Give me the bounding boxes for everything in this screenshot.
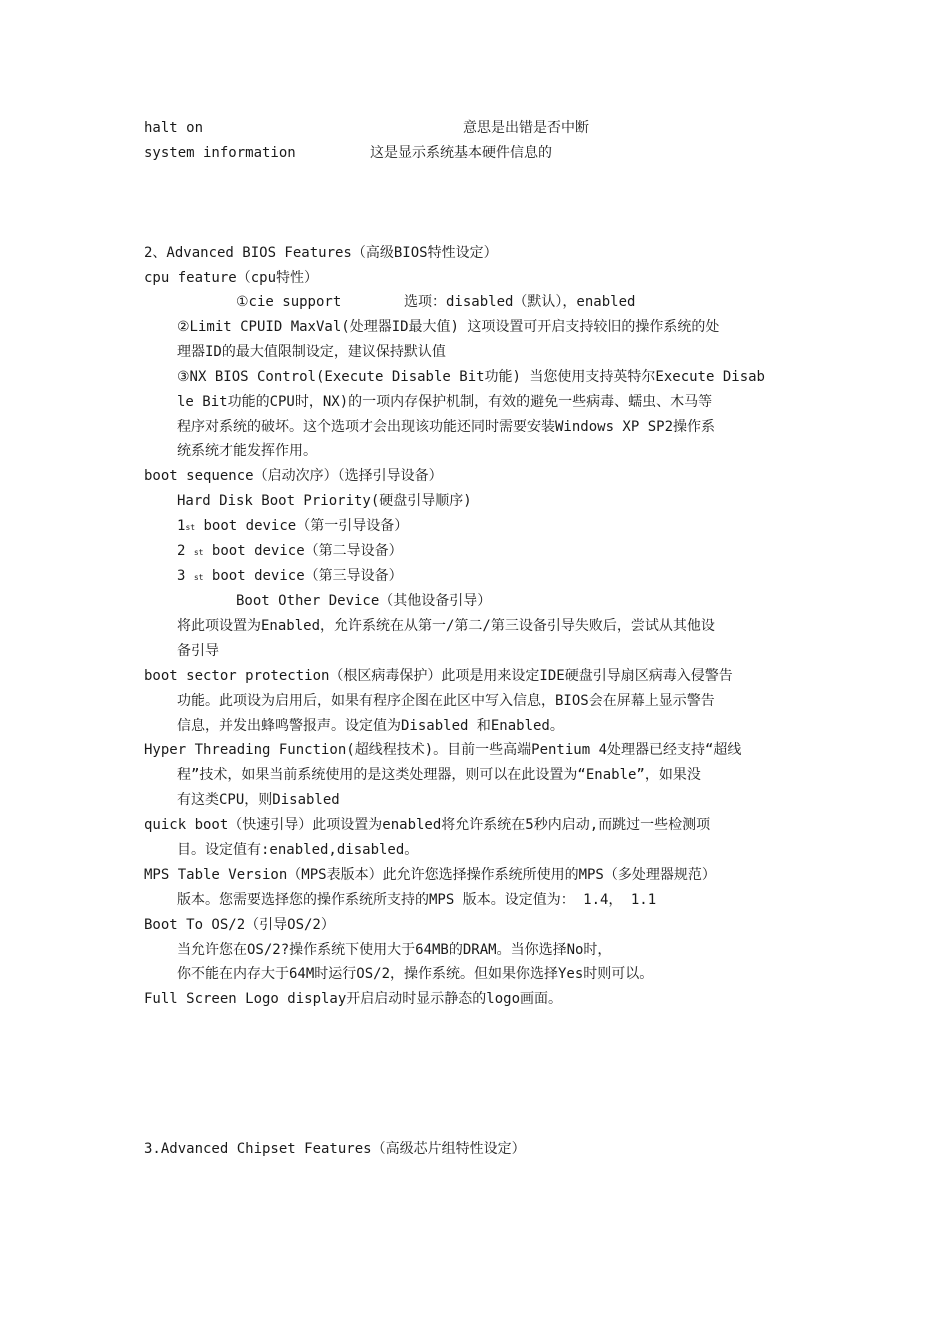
hdd-boot-priority: Hard Disk Boot Priority(硬盘引导顺序) <box>177 493 472 509</box>
boot-to-os2-line: 你不能在内存大于64M时运行OS/2，操作系统。但如果你选择Yes时则可以。 <box>177 966 654 982</box>
third-boot-device <box>177 566 403 586</box>
hyper-threading-line: 程”技术，如果当前系统使用的是这类处理器，则可以在此设置为“Enable”，如果没 <box>177 767 701 783</box>
first-boot-superscript: st <box>185 523 196 532</box>
system-information-term: system information <box>144 145 296 161</box>
mps-table-line: MPS Table Version（MPS表版本）此允许您选择操作系统所使用的MPS（多处理器规范） <box>144 867 716 883</box>
second-boot-text: boot device（第二导设备） <box>203 543 403 559</box>
boot-sector-protection-line: boot sector protection（根区病毒保护）此项是用来设定IDE硬盘引导扇区病毒入侵警告 <box>144 668 733 684</box>
nx-paragraph-line: 统系统才能发挥作用。 <box>177 443 317 459</box>
first-boot-device <box>177 516 408 536</box>
second-boot-device <box>177 541 403 561</box>
nx-paragraph-line: le Bit功能的CPU时，NX)的一项内存保护机制，有效的避免一些病毒、蠕虫、木马等 <box>177 394 713 410</box>
second-boot-number: 2 <box>177 543 194 559</box>
boot-sector-protection-line: 信息，并发出蜂鸣警报声。设定值为Disabled 和Enabled。 <box>177 718 564 734</box>
system-information-description: 这是显示系统基本硬件信息的 <box>370 145 552 161</box>
third-boot-number: 3 <box>177 568 194 584</box>
boot-other-description-line: 备引导 <box>177 643 219 659</box>
cie-support-term: ①cie support <box>236 294 342 310</box>
boot-sequence-title: boot sequence（启动次序）（选择引导设备） <box>144 468 443 484</box>
first-boot-number: 1 <box>177 518 186 534</box>
third-boot-text: boot device（第三导设备） <box>203 568 403 584</box>
third-boot-superscript: st <box>193 573 204 582</box>
boot-to-os2-title: Boot To OS/2（引导OS/2） <box>144 917 335 933</box>
boot-other-device: Boot Other Device（其他设备引导） <box>236 593 492 609</box>
first-boot-text: boot device（第一引导设备） <box>195 518 409 534</box>
mps-table-line: 版本。您需要选择您的操作系统所支持的MPS 版本。设定值为： 1.4， 1.1 <box>177 892 657 908</box>
cie-support-options: 选项：disabled（默认），enabled <box>404 294 636 310</box>
nx-paragraph-line: 程序对系统的破坏。这个选项才会出现该功能还同时需要安装Windows XP SP2操作系 <box>177 419 716 435</box>
hyper-threading-line: Hyper Threading Function(超线程技术)。目前一些高端Pentium 4处理器已经支持“超线 <box>144 742 742 758</box>
full-screen-logo-line: Full Screen Logo display开启启动时显示静态的logo画面。 <box>144 991 563 1007</box>
quick-boot-line: quick boot（快速引导）此项设置为enabled将允许系统在5秒内启动,而跳过一些检测项 <box>144 817 711 833</box>
boot-other-description-line: 将此项设置为Enabled，允许系统在从第一/第二/第三设备引导失败后，尝试从其他设 <box>177 618 715 634</box>
halt-on-term: halt on <box>144 120 204 136</box>
nx-paragraph-line: ③NX BIOS Control(Execute Disable Bit功能) 当您使用支持英特尔Execute Disab <box>177 369 765 385</box>
hyper-threading-line: 有这类CPU，则Disabled <box>177 792 340 808</box>
section-heading-advanced-chipset: 3.Advanced Chipset Features（高级芯片组特性设定） <box>144 1141 526 1157</box>
cpuid-paragraph-line: 理器ID的最大值限制设定，建议保持默认值 <box>177 344 446 360</box>
boot-to-os2-line: 当允许您在OS/2?操作系统下使用大于64MB的DRAM。当你选择No时， <box>177 942 612 958</box>
halt-on-description: 意思是出错是否中断 <box>463 120 589 136</box>
cpu-feature-title: cpu feature（cpu特性） <box>144 270 319 286</box>
cpuid-paragraph-line: ②Limit CPUID MaxVal(处理器ID最大值) 这项设置可开启支持较旧的操作系统的处 <box>177 319 720 335</box>
section-heading-advanced-bios: 2、Advanced BIOS Features（高级BIOS特性设定） <box>144 245 498 261</box>
quick-boot-line: 目。设定值有:enabled,disabled。 <box>177 842 419 858</box>
boot-sector-protection-line: 功能。此项设为启用后，如果有程序企图在此区中写入信息，BIOS会在屏幕上显示警告 <box>177 693 715 709</box>
second-boot-superscript: st <box>193 548 204 557</box>
